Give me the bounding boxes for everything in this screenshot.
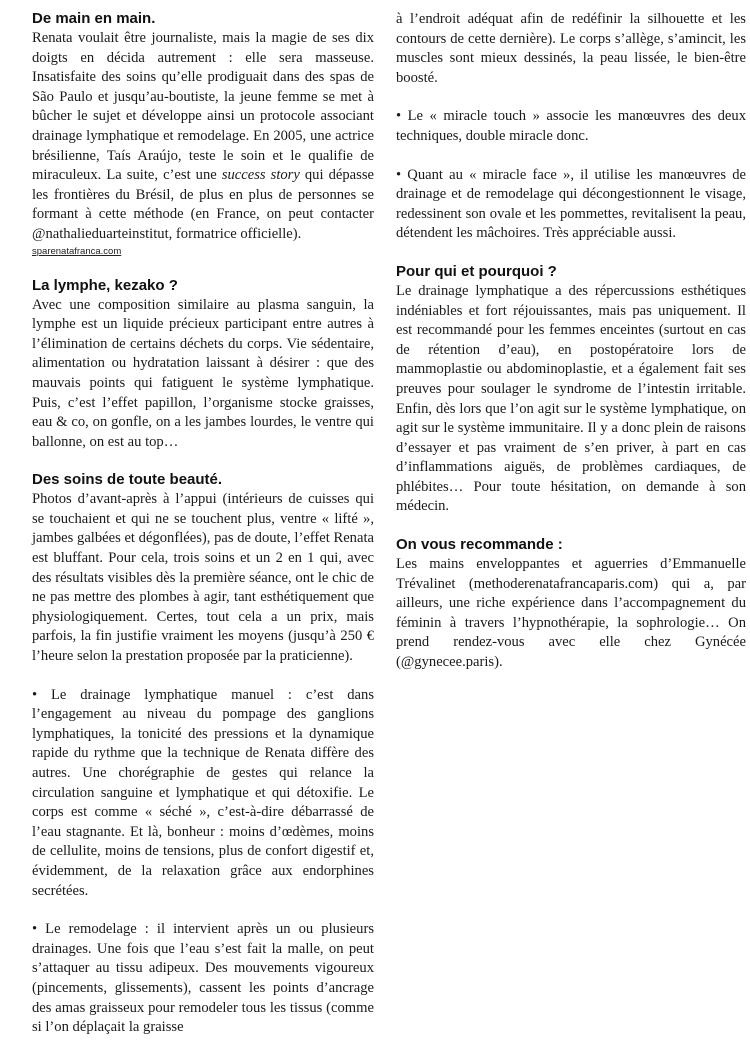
section-body: Les mains enveloppantes et aguerries d’Emmanuelle Trévalinet (methoderenatafrancaparis.com) qui a, par ailleurs, une riche expérience dans l’accompagnement du féminin à travers l’hypnothérapie, la sophrologie… On prend rendez-vous avec elle chez Gynécée (@gynecee.paris). bbox=[396, 556, 746, 671]
bullet-drainage bbox=[32, 686, 374, 902]
section-des-soins bbox=[32, 471, 374, 666]
source-link[interactable]: sparenatafranca.com bbox=[32, 245, 122, 257]
section-heading: On vous recommande : bbox=[396, 536, 563, 554]
body-text: Renata voulait être journaliste, mais la magie de ses dix doigts en décida autrement : elle sera masseuse. Insatisfaite des soins qu’elle prodiguait dans des spas de São Paulo et jusqu’au-boutiste, la jeune femme se met à bûcher le sujet et développe ainsi un protocole associant drainage lymphatique et remodelage. En 2005, une actrice brésilienne, Taís Araújo, teste le soin et le qualifie de miraculeux. La suite, c’est une bbox=[32, 30, 374, 184]
bullet-text: • Quant au « miracle face », il utilise les manœuvres de drainage et de remodelage qui décongestionnent le visage, redessinent son ovale et les pommettes, revitalisent la peau, détendent les mâchoires. Très appréciable aussi. bbox=[396, 166, 746, 242]
section-recommande bbox=[396, 536, 746, 673]
bullet-text: • Le « miracle touch » associe les manœuvres des deux techniques, double miracle donc. bbox=[396, 108, 746, 144]
continued-text bbox=[396, 10, 746, 88]
section-body: Le drainage lymphatique a des répercussions esthétiques indéniables et fort réjouissantes, mais pas uniquement. Il est recommandé pour les femmes enceintes (surtout en cas de rétention d’eau), en postopératoire lors de mammoplastie ou abdominoplastie, et a également fait ses preuves pour soulager le syndrome de l’intestin irritable. Enfin, dès lors que l’on agit sur le système lymphatique, on agit sur le système immunitaire. Il y a donc plein de raisons d’essayer et pas vraiment de s’en priver, à part en cas d’inflammations aiguës, de problèmes cardiaques, de phlébites… Pour toute hésitation, on demande à son médecin. bbox=[396, 282, 746, 515]
section-pour-qui bbox=[396, 263, 746, 517]
body-emphasis: success story bbox=[221, 167, 300, 184]
section-heading: De main en main. bbox=[32, 10, 156, 27]
right-column bbox=[396, 10, 746, 1040]
section-la-lymphe bbox=[32, 277, 374, 453]
section-body: Photos d’avant-après à l’appui (intérieurs de cuisses qui se touchaient et qui ne se touchent plus, ventre « lifté », jambes galbées et dégonflées), pas de doute, l’effet Renata est bluffant. Pour cela, trois soins et un 2 en 1 qui, avec des résultats visibles dès la première séance, ont le chic de ne pas mettre des plombes à agir, tant esthétiquement que physiologiquement. Certes, tout cela a un prix, mais parfois, la fin justifie vraiment les moyens (jusqu’à 250 € l’heure selon la prestation proposée par la praticienne). bbox=[32, 491, 374, 665]
section-body bbox=[32, 29, 374, 245]
section-heading: Pour qui et pourquoi ? bbox=[396, 262, 557, 280]
section-de-main-en-main bbox=[32, 10, 374, 258]
bullet-remodelage bbox=[32, 920, 374, 1038]
bullet-miracle-touch bbox=[396, 107, 746, 146]
left-column bbox=[32, 10, 374, 1040]
section-heading: Des soins de toute beauté. bbox=[32, 471, 223, 489]
section-body: Avec une composition similaire au plasma sanguin, la lymphe est un liquide précieux participant entre autres à l’élimination de certains déchets du corps. Vie sédentaire, alimentation ou hydratation laissant à désirer : que des mauvais points qui fatiguent le système lymphatique. Puis, c’est l’effet papillon, l’organisme stocke graisses, eau & co, on gonfle, on a les jambes lourdes, le ventre qui ballonne, on est au top… bbox=[32, 296, 374, 450]
bullet-text: • Le drainage lymphatique manuel : c’est dans l’engagement au niveau du pompage des ganglions lymphatiques, la tonicité des pressions et la dynamique rapide du rythme que la technique de Renata diffère des autres. Une chorégraphie de gestes qui relance la circulation sanguine et lymphatique et qui détoxifie. Le corps est comme « séché », c’est-à-dire débarrassé de l’eau stagnante. Et là, bonheur : moins d’œdèmes, moins de cellulite, moins de tensions, plus de confort digestif et, évidemment, de la relaxation grâce aux endorphines secrétées. bbox=[32, 686, 374, 899]
body-text: à l’endroit adéquat afin de redéfinir la silhouette et les contours de cette dernière). Le corps s’allège, s’amincit, les muscles sont mieux dessinés, la peau lissée, le bien-être boosté. bbox=[396, 11, 746, 86]
bullet-miracle-face bbox=[396, 166, 746, 244]
bullet-text: • Le remodelage : il intervient après un ou plusieurs drainages. Une fois que l’eau s’est fait la malle, on peut s’attaquer au tissu adipeux. Des mouvements vigoureux (pincements, glissements), cassent les points d’ancrage des amas graisseux pour remodeler tous les tissus (comme si l’on déplaçait la graisse bbox=[32, 921, 374, 1036]
section-heading: La lymphe, kezako ? bbox=[32, 276, 178, 294]
body-text: qui dépasse les frontières du Brésil, de plus en plus de personnes se formant à cette méthode (en France, on peut contacter @nathalieduarteinstitut, formatrice officielle). bbox=[32, 167, 374, 242]
